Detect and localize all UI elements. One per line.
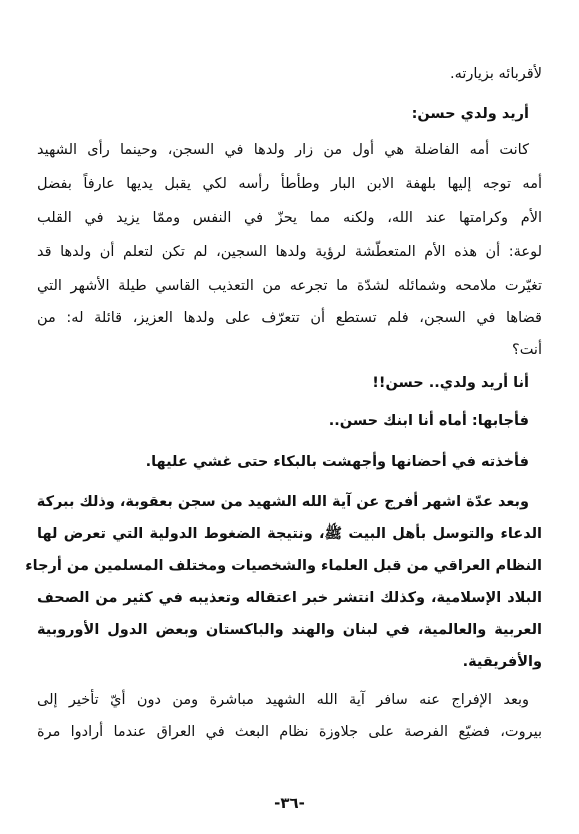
dialogue-line: فأجابها: أماه أنا ابنك حسن.. [328,413,529,429]
text-line: العربية والعالمية، في لبنان والهند والباكستان وبعض الدول الأوروبية [37,622,542,638]
text-line: لأقربائه بزيارته. [450,66,542,82]
text-line: لوعة: أن هذه الأم المتعطّشة لرؤية ولدها السجين، لم تكن لتعلم أن ولدها قد [37,244,542,260]
text-line: كانت أمه الفاضلة هي أول من زار ولدها في السجن، وحينما رأى الشهيد [37,142,529,158]
text-line: قضاها في السجن، فلم تستطع أن تتعرّف على ولدها العزيز، قائلة له: من [37,310,542,326]
text-line: وبعد الإفراج عنه سافر آية الله الشهيد مباشرة ومن دون أيّ تأخير إلى [37,692,529,708]
text-line: وبعد عدّة اشهر أفرج عن آية الله الشهيد من سجن بعقوبة، وذلك ببركة [36,494,529,510]
section-heading: أريد ولدي حسن: [411,106,529,122]
page-number: -٣٦- [274,794,305,812]
text-line: البلاد الإسلامية، وكذلك انتشر خبر اعتقاله وتعذيبه في كثير من الصحف [37,590,542,606]
dialogue-line: فأخذته في أحضانها وأجهشت بالبكاء حتى غشي عليها. [145,454,529,470]
text-line: الأم وكرامتها عند الله، ولكنه مما يحزّ في النفس وممّا يزيد في القلب [37,210,542,226]
text-line: والأفريقية. [462,654,542,670]
text-line: أنت؟ [512,342,542,358]
text-line: الدعاء والتوسل بأهل البيت ﷺ، ونتيجة الضغوط الدولية التي تعرض لها [37,526,542,542]
dialogue-line: أنا أريد ولدي.. حسن!! [372,375,529,391]
text-line: تغيّرت ملامحه وشمائله لشدّة ما تجرعه من التعذيب القاسي طيلة الأشهر التي [37,278,542,294]
text-line: أمه توجه إليها بلهفة الابن البار وطأطأ رأسه لكي يقبل يديها عارفاً بفضل [37,176,542,192]
text-line: بيروت، فضيّع الفرصة على جلاوزة نظام البعث في العراق عندما أرادوا مرة [37,724,542,740]
text-line: النظام العراقي من قبل العلماء والشخصيات ومختلف المسلمين من أرجاء [25,558,542,574]
